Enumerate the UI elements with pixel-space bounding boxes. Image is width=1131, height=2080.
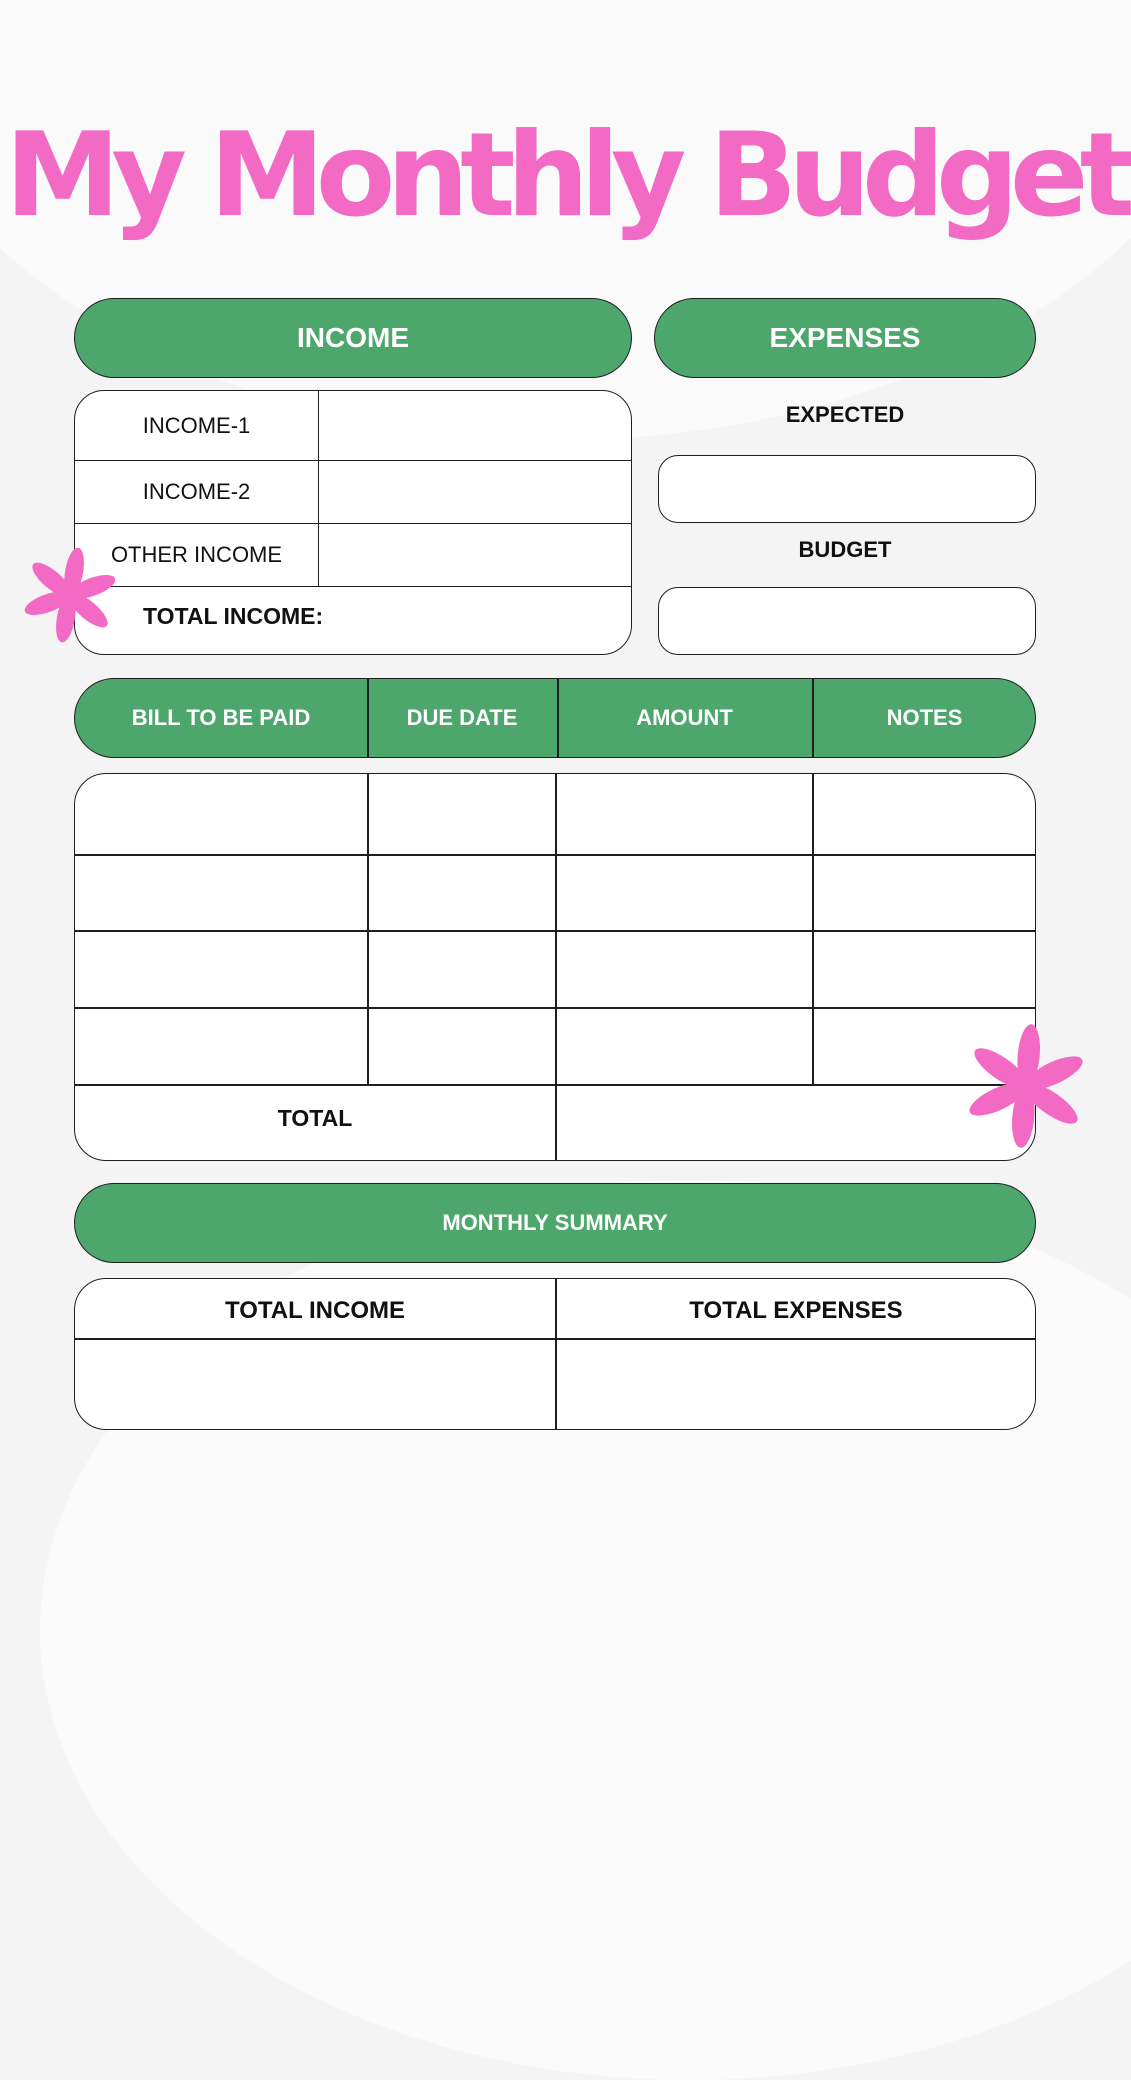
expenses-header: EXPENSES [654,298,1036,378]
divider [812,774,814,1084]
bills-column-header: BILL TO BE PAID [131,705,311,730]
bills-table [74,773,1036,1161]
income-header: INCOME [74,298,632,378]
summary-table [74,1278,1036,1430]
bills-total-label: TOTAL [277,1105,353,1131]
budget-field[interactable] [658,587,1036,655]
expected-label: EXPECTED [785,402,905,427]
flower-icon [20,545,120,645]
income-row-label: OTHER INCOME [75,524,319,586]
income-table [74,390,632,655]
income-row-label: INCOME-1 [75,391,319,460]
budget-label: BUDGET [798,537,892,562]
income-row [75,524,631,587]
bills-column-header: DUE DATE [406,705,518,730]
monthly-summary-header: MONTHLY SUMMARY [74,1183,1036,1263]
summary-total-expenses-label: TOTAL EXPENSES [689,1297,903,1324]
income-row [75,391,631,461]
expected-field[interactable] [658,455,1036,523]
bills-header [74,678,1036,758]
flower-icon [962,1022,1090,1150]
page-title: My Monthly Budget [4,108,1127,243]
bills-column-header: NOTES [886,705,963,730]
summary-total-income-label: TOTAL INCOME [225,1297,405,1324]
divider [555,774,557,1161]
income-row-label: INCOME-2 [75,461,319,523]
bills-column-header: AMOUNT [636,705,733,730]
divider [367,774,369,1084]
total-income-label: TOTAL INCOME: [143,603,324,629]
income-row [75,461,631,524]
